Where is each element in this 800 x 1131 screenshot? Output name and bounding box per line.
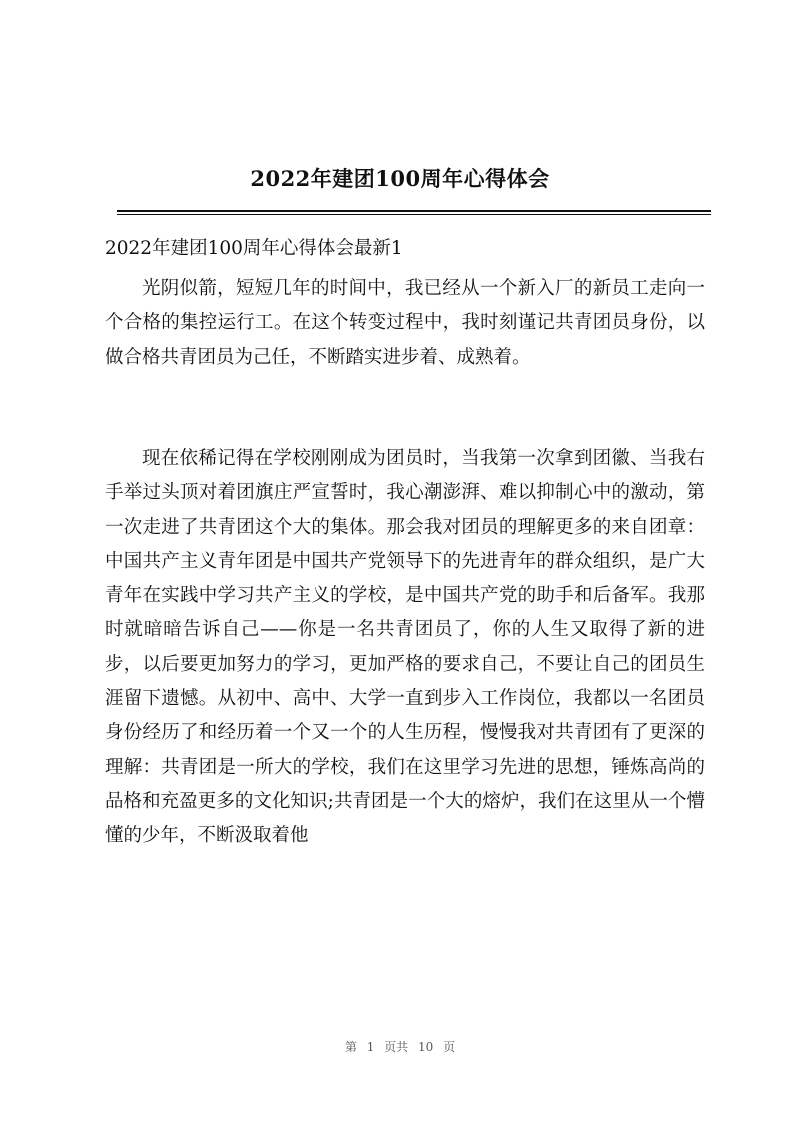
section-heading: 2022年建团100周年心得体会最新1 <box>105 238 403 259</box>
title-rule-thin <box>117 214 711 215</box>
paragraph-text: 光阴似箭，短短几年的时间中，我已经从一个新入厂的新员工走向一个合格的集控运行工。在这个转变过程中，我时刻谨记共青团员身份，以做合格共青团员为己任，不断踏实进步着、成熟着。 <box>105 278 705 368</box>
document-title: 2022年建团100周年心得体会 <box>250 166 550 191</box>
page-footer: 第 1 页共 10 页 <box>344 1040 456 1054</box>
paragraph-2 <box>105 442 705 854</box>
paragraph-1 <box>105 272 705 375</box>
title-rule-thick <box>117 210 711 212</box>
paragraph-text: 现在依稀记得在学校刚刚成为团员时，当我第一次拿到团徽、当我右手举过头顶对着团旗庄严宣誓时，我心潮澎湃、难以抑制心中的激动，第一次走进了共青团这个大的集体。那会我对团员的理解更多的来自团章：中国共产主义青年团是中国共产党领导下的先进青年的群众组织，是广大青年在实践中学习共产主义的学校，是中国共产党的助手和后备军。我那时就暗暗告诉自己——你是一名共青团员了，你的人生又取得了新的进步，以后要更加努力的学习，更加严格的要求自己，不要让自己的团员生涯留下遗憾。从初中、高中、大学一直到步入工作岗位，我都以一名团员身份经历了和经历着一个又一个的人生历程，慢慢我对共青团有了更深的理解：共青团是一所大的学校，我们在这里学习先进的思想，锤炼高尚的品格和充盈更多的文化知识;共青团是一个大的熔炉，我们在这里从一个懵懂的少年，不断汲取着他 <box>105 448 705 847</box>
